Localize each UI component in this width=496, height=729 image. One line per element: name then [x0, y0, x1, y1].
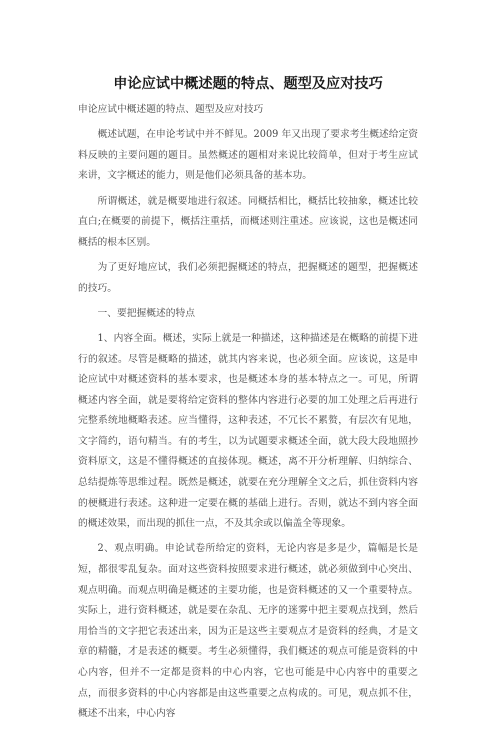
- document-title: 申论应试中概述题的特点、题型及应对技巧: [113, 76, 383, 92]
- intro-paragraph: 概述试题，在申论考试中并不鲜见。2009 年又出现了要求考生概述给定资料反映的主要问题的题目。虽然概述的题相对来说比较简单，但对于考生应试来讲，文字概述的能力，则是他们必须具备的基本功。: [78, 129, 418, 182]
- document-body: [78, 100, 418, 729]
- point-2-paragraph: 2、观点明确。申论试卷所给定的资料，无论内容是多是少，篇幅是长是短，都很零乱复杂。面对这些资料按照要求进行概述，就必须做到中心突出、观点明确。而观点明确是概述的主要功能，也是资料概述的又一个重要特点。实际上，进行资料概述，就是要在杂乱、无序的迷雾中把主要观点找到，然后用恰当的文字把它表述出来，因为正是这些主要观点才是资料的经典，才是文章的精髓，才是表述的概要。考生必须懂得，我们概述的观点可能是资料的中心内容，但并不一定都是资料的中心内容，它也可能是中心内容中的重要之点，而很多资料的中心内容都是由这些重要之点构成的。可见，观点抓不住，概述不出来，中心内容: [78, 543, 418, 720]
- purpose-paragraph: 为了更好地应试，我们必须把握概述的特点，把握概述的题型，把握概述的技巧。: [78, 261, 418, 294]
- definition-paragraph: 所谓概述，就是概要地进行叙述。同概括相比，概括比较抽象，概述比较直白;在概要的前提下，概括注重括，而概述则注重述。应该说，这也是概述同概括的根本区别。: [78, 195, 418, 248]
- subtitle-paragraph: 申论应试中概述题的特点、题型及应对技巧: [78, 104, 264, 115]
- section-heading: 一、要把握概述的特点: [97, 307, 195, 319]
- point-1-paragraph: 1、内容全面。概述，实际上就是一种描述，这种描述是在概略的前提下进行的叙述。尽管是概略的描述，就其内容来说，也必须全面。应该说，这是申论应试中对概述资料的基本要求，也是概述本身的基本特点之一。可见，所谓概述内容全面，就是要将给定资料的整体内容进行必要的加工处理之后再进行完整系统地概略表述。应当懂得，这种表述，不冗长不累赘，有层次有见地，文字简约，语句精当。有的考生，以为试题要求概述全面，就大段大段地照抄资料原文，这是不懂得概述的直接体现。概述，离不开分析理解、归纳综合、总结提炼等思维过程。既然是概述，就要在充分理解全文之后，抓住资料内容的梗概进行表述。这种进一定要在概的基础上进行。否则，就达不到内容全面的概述效果，而出现的抓住一点，不及其余或以偏盖全等现象。: [78, 332, 418, 530]
